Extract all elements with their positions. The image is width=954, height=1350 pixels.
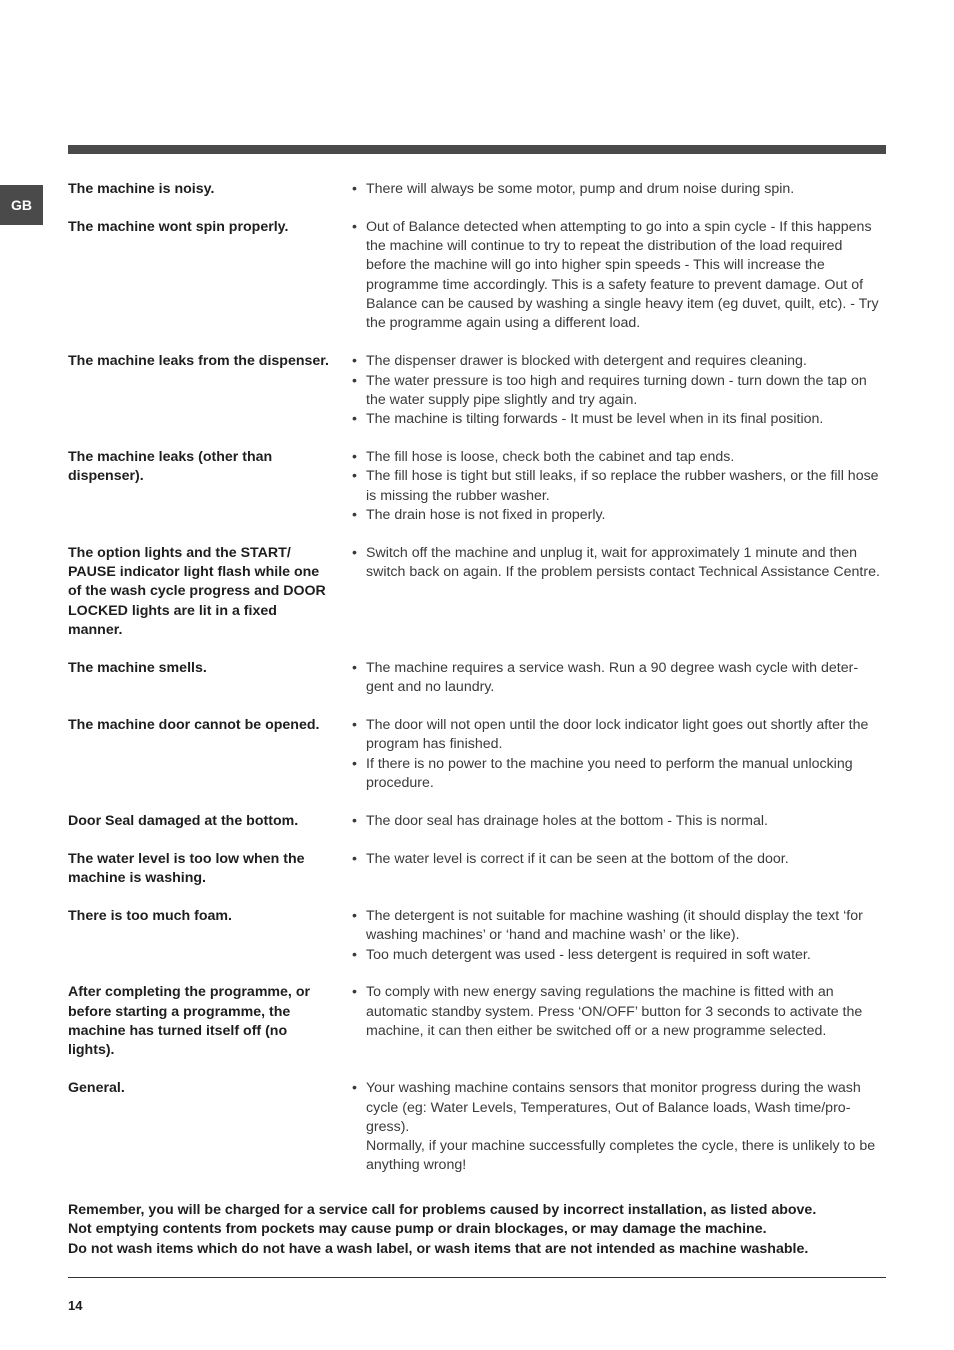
problem-title: Door Seal damaged at the bottom. bbox=[68, 812, 299, 829]
troubleshooting-row bbox=[68, 907, 886, 965]
solution-list bbox=[352, 448, 886, 525]
troubleshooting-row bbox=[68, 983, 886, 1060]
solution-item: • Out of Balance detected when attempting to go into a spin cycle - If this happens the machine will continue to try to repeat the distribution of the load required before the machine will go into higher spin speeds - This will increase the programme time accordingly. This is a safety feature to prevent damage. Out of Balance can be caused by washing a single heavy item (eg duvet, quilt, etc). - Try the programme again using a different load. bbox=[352, 218, 886, 334]
solution-item: • The door will not open until the door lock indicator light goes out shortly after the program has finished. bbox=[352, 716, 886, 755]
problem-title: The option lights and the START/ PAUSE indicator light flash while one of the wash cycle progress and DOOR LOCKED lights are lit in a fixed manner. bbox=[68, 544, 326, 639]
problem-title: There is too much foam. bbox=[68, 907, 232, 924]
solution-list bbox=[352, 218, 886, 334]
troubleshooting-row bbox=[68, 448, 886, 525]
problem-title: The machine smells. bbox=[68, 659, 207, 676]
solution-list bbox=[352, 659, 886, 698]
solution-item: • The machine is tilting forwards - It must be level when in its final position. bbox=[352, 410, 886, 429]
troubleshooting-row bbox=[68, 1079, 886, 1175]
troubleshooting-row bbox=[68, 659, 886, 698]
solution-item: • The water pressure is too high and requires turning down - turn down the tap on the water supply pipe slightly and try again. bbox=[352, 372, 886, 411]
troubleshooting-row bbox=[68, 850, 886, 889]
solution-item: • Your washing machine contains sensors that monitor progress during the wash cycle (eg: Water Levels, Temperatures, Out of Balance loads, Wash time/pro- gress). bbox=[352, 1079, 886, 1137]
important-notes bbox=[68, 1201, 898, 1259]
solution-list bbox=[352, 716, 886, 793]
solution-item: Normally, if your machine successfully completes the cycle, there is unlikely to be anything wrong! bbox=[366, 1138, 876, 1174]
problem-title: The machine door cannot be opened. bbox=[68, 717, 320, 734]
problem-title: The machine wont spin properly. bbox=[68, 218, 289, 235]
note-line: Remember, you will be charged for a service call for problems caused by incorrect installation, as listed above. bbox=[68, 1202, 817, 1218]
problem-title: General. bbox=[68, 1080, 125, 1097]
problem-title: The water level is too low when the machine is washing. bbox=[68, 850, 305, 887]
problem-title: The machine leaks (other than dispenser). bbox=[68, 449, 273, 485]
solution-item: • The fill hose is tight but still leaks, if so replace the rubber washers, or the fill hose is missing the rubber washer. bbox=[352, 467, 886, 506]
solution-list bbox=[352, 850, 886, 889]
solution-item: • If there is no power to the machine you need to perform the manual unlocking procedure. bbox=[352, 755, 886, 794]
problem-title: After completing the programme, or before starting a programme, the machine has turned itself off (no lights). bbox=[68, 984, 311, 1059]
troubleshooting-table bbox=[68, 180, 886, 1194]
troubleshooting-row bbox=[68, 218, 886, 334]
solution-item: • The dispenser drawer is blocked with detergent and requires cleaning. bbox=[352, 352, 886, 371]
solution-item: • There will always be some motor, pump and drum noise during spin. bbox=[352, 180, 886, 199]
solution-item: • The fill hose is loose, check both the cabinet and tap ends. bbox=[352, 448, 886, 467]
solution-list bbox=[352, 907, 886, 965]
solution-list bbox=[352, 983, 886, 1060]
problem-title: The machine leaks from the dispenser. bbox=[68, 353, 329, 370]
language-tab: GB bbox=[0, 185, 43, 225]
note-line: Do not wash items which do not have a wash label, or wash items that are not intended as machine washable. bbox=[68, 1240, 809, 1257]
solution-item: • The water level is correct if it can be seen at the bottom of the door. bbox=[352, 850, 886, 869]
footer-rule bbox=[68, 1277, 886, 1278]
solution-item: • Too much detergent was used - less detergent is required in soft water. bbox=[352, 946, 886, 965]
solution-list bbox=[352, 180, 886, 199]
solution-list bbox=[352, 352, 886, 429]
page-number: 14 bbox=[68, 1298, 83, 1313]
solution-item: • Switch off the machine and unplug it, wait for approximately 1 minute and then switch back on again. If the problem persists contact Technical Assistance Centre. bbox=[352, 544, 886, 583]
solution-list bbox=[352, 1079, 886, 1175]
troubleshooting-row bbox=[68, 812, 886, 831]
solution-item: • The drain hose is not fixed in properly. bbox=[352, 506, 886, 525]
troubleshooting-row bbox=[68, 180, 886, 199]
header-rule bbox=[68, 145, 886, 154]
troubleshooting-row bbox=[68, 544, 886, 640]
problem-title: The machine is noisy. bbox=[68, 181, 215, 197]
solution-item: • The detergent is not suitable for machine washing (it should display the text ‘for washing machines’ or ‘hand and machine wash’ or the like). bbox=[352, 907, 886, 946]
solution-item: • The machine requires a service wash. Run a 90 degree wash cycle with deter- gent and no laundry. bbox=[352, 659, 886, 698]
troubleshooting-row bbox=[68, 716, 886, 793]
solution-list bbox=[352, 544, 886, 640]
troubleshooting-row bbox=[68, 352, 886, 429]
solution-item: • To comply with new energy saving regulations the machine is fitted with an automatic standby system. Press ‘ON/OFF’ button for 3 seconds to activate the machine, it can then either be switched off or a new programme selected. bbox=[352, 983, 886, 1041]
note-line: Not emptying contents from pockets may cause pump or drain blockages, or may damage the machine. bbox=[68, 1221, 767, 1238]
solution-item: • The door seal has drainage holes at the bottom - This is normal. bbox=[352, 812, 886, 831]
solution-list bbox=[352, 812, 886, 831]
